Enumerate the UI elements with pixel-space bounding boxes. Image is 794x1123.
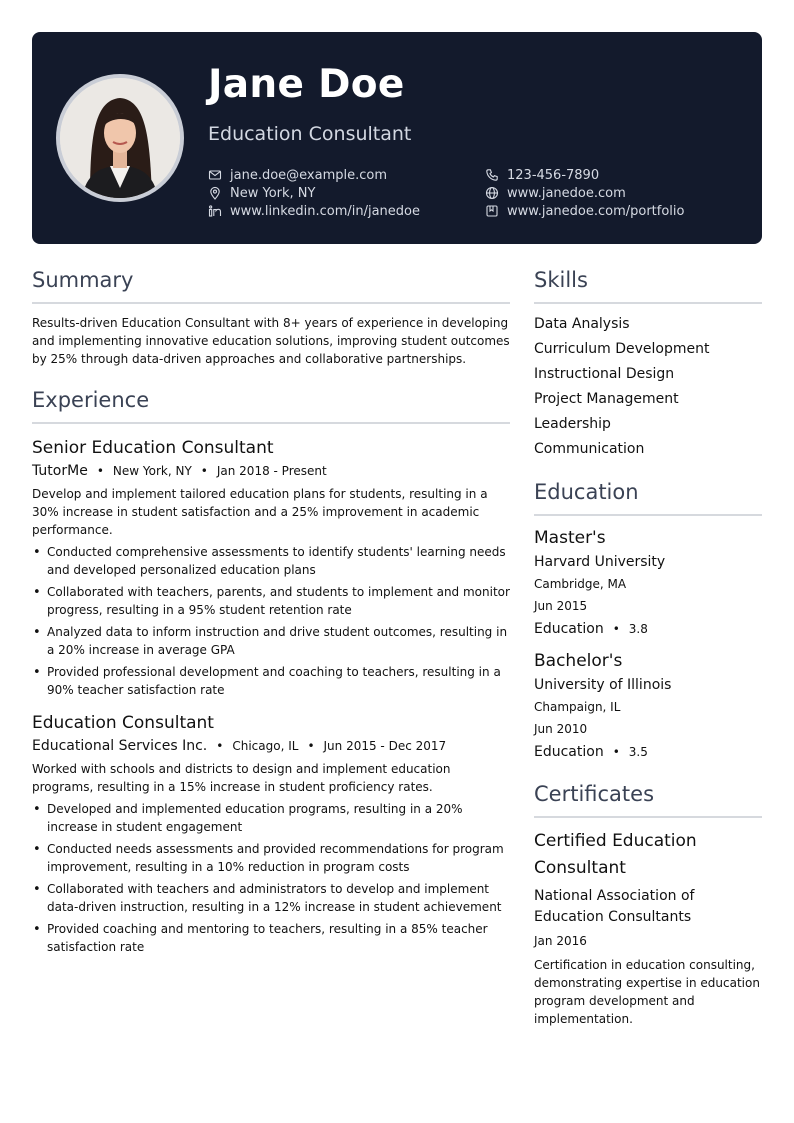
portfolio-icon — [485, 204, 499, 218]
job-location: New York, NY — [112, 464, 192, 478]
skills-list — [534, 312, 762, 462]
edu-location: Cambridge, MA — [534, 577, 627, 591]
candidate-name: Jane Doe — [208, 62, 405, 107]
cert-date: Jan 2016 — [534, 934, 587, 948]
candidate-role: Education Consultant — [208, 123, 412, 145]
profile-photo — [56, 74, 184, 202]
job-dates: Jan 2018 - Present — [216, 464, 327, 478]
skills-heading: Skills — [534, 268, 762, 304]
contact-linkedin-text: www.linkedin.com/in/janedoe — [230, 203, 420, 219]
contact-linkedin[interactable] — [208, 202, 420, 220]
separator-dot: • — [612, 745, 620, 759]
job-dates: Jun 2015 - Dec 2017 — [323, 739, 447, 753]
job-location: Chicago, IL — [232, 739, 299, 753]
education-heading: Education — [534, 480, 762, 516]
job-meta — [32, 463, 510, 479]
list-item: • Developed and implemented education programs, resulting in a 20% increase in student engagement — [32, 800, 510, 836]
edu-school: Harvard University — [534, 554, 666, 570]
skill-item: Project Management — [534, 391, 679, 407]
job-entry — [32, 438, 510, 699]
resume-header — [32, 32, 762, 244]
job-entry — [32, 713, 510, 956]
certificates-heading: Certificates — [534, 782, 762, 818]
edu-gpa: 3.8 — [628, 622, 648, 636]
mail-icon — [208, 168, 222, 182]
separator-dot: • — [200, 464, 208, 478]
contact-email-text: jane.doe@example.com — [230, 167, 388, 183]
contact-location-text: New York, NY — [230, 185, 316, 201]
phone-icon — [485, 168, 499, 182]
edu-location: Champaign, IL — [534, 700, 621, 714]
list-item: • Conducted needs assessments and provided recommendations for program improvement, resulting in a 10% reduction in program costs — [32, 840, 510, 876]
job-bullets — [32, 543, 510, 699]
education-entry — [534, 651, 762, 760]
list-item: • Collaborated with teachers, parents, and students to implement and monitor progress, resulting in a 95% student retention rate — [32, 583, 510, 619]
contact-website[interactable] — [485, 184, 685, 202]
profile-photo-illustration — [60, 78, 180, 198]
job-company: Educational Services Inc. — [32, 738, 208, 754]
edu-field-gpa — [534, 621, 762, 637]
job-company: TutorMe — [32, 463, 88, 479]
list-item: • Analyzed data to inform instruction and drive student outcomes, resulting in a 20% increase in average GPA — [32, 623, 510, 659]
separator-dot: • — [216, 739, 224, 753]
cert-org: National Association of Education Consultants — [534, 888, 695, 925]
skill-item: Data Analysis — [534, 316, 630, 332]
separator-dot: • — [307, 739, 315, 753]
edu-date: Jun 2010 — [534, 722, 588, 736]
job-title: Education Consultant — [32, 713, 214, 733]
list-item: • Provided professional development and coaching to teachers, resulting in a 90% teacher satisfaction rate — [32, 663, 510, 699]
edu-field: Education — [534, 744, 604, 760]
list-item: • Collaborated with teachers and administrators to develop and implement data-driven instruction, resulting in a 12% increase in student achievement — [32, 880, 510, 916]
job-description: Develop and implement tailored education plans for students, resulting in a 30% increase in student satisfaction and a 25% improvement in academic performance. — [32, 487, 488, 537]
contact-portfolio-text: www.janedoe.com/portfolio — [507, 203, 685, 219]
skill-item: Curriculum Development — [534, 341, 710, 357]
side-column — [534, 268, 762, 1028]
cert-description: Certification in education consulting, demonstrating expertise in education program development and implementation. — [534, 958, 760, 1026]
list-item: • Provided coaching and mentoring to teachers, resulting in a 85% teacher satisfaction rate — [32, 920, 510, 956]
edu-field-gpa — [534, 744, 762, 760]
job-meta — [32, 738, 510, 754]
skill-item: Communication — [534, 441, 645, 457]
contact-phone-text: 123-456-7890 — [507, 167, 600, 183]
edu-gpa: 3.5 — [628, 745, 648, 759]
summary-text: Results-driven Education Consultant with 8+ years of experience in developing and implementing innovative education solutions, improving student outcomes by 25% through data-driven approaches and collaborative partnerships. — [32, 316, 510, 366]
certificate-entry — [534, 828, 762, 1028]
experience-heading: Experience — [32, 388, 510, 424]
edu-degree: Bachelor's — [534, 651, 623, 671]
edu-field: Education — [534, 621, 604, 637]
contact-email[interactable] — [208, 166, 420, 184]
skill-item: Instructional Design — [534, 366, 675, 382]
contact-list-left — [208, 166, 420, 220]
main-column — [32, 268, 510, 960]
edu-date: Jun 2015 — [534, 599, 588, 613]
contact-list-right — [485, 166, 685, 220]
summary-heading: Summary — [32, 268, 510, 304]
edu-degree: Master's — [534, 528, 606, 548]
separator-dot: • — [96, 464, 104, 478]
contact-phone[interactable] — [485, 166, 685, 184]
globe-icon — [485, 186, 499, 200]
linkedin-icon — [208, 204, 222, 218]
list-item: • Conducted comprehensive assessments to identify students' learning needs and developed personalized education plans — [32, 543, 510, 579]
education-entry — [534, 528, 762, 637]
job-title: Senior Education Consultant — [32, 438, 274, 458]
job-description: Worked with schools and districts to design and implement education programs, resulting in a 15% increase in student proficiency rates. — [32, 762, 451, 794]
contact-portfolio[interactable] — [485, 202, 685, 220]
job-bullets — [32, 800, 510, 956]
skill-item: Leadership — [534, 416, 611, 432]
contact-location — [208, 184, 420, 202]
contact-website-text: www.janedoe.com — [507, 185, 626, 201]
cert-name: Certified Education Consultant — [534, 831, 697, 878]
edu-school: University of Illinois — [534, 677, 672, 693]
location-icon — [208, 186, 222, 200]
separator-dot: • — [612, 622, 620, 636]
